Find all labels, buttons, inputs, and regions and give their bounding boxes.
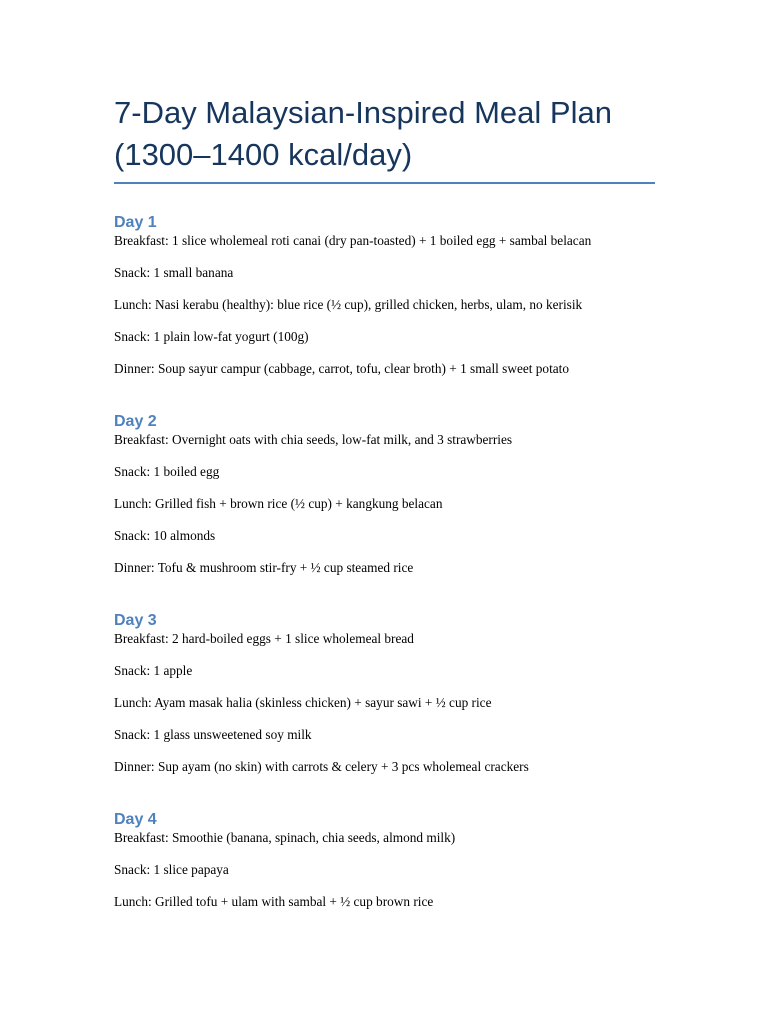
meal-item: Snack: 1 boiled egg: [114, 464, 220, 479]
day-heading: Day 3: [114, 612, 157, 629]
day-section-1: [114, 213, 655, 377]
day-section-3: [114, 611, 655, 775]
meal-item: Snack: 1 slice papaya: [114, 862, 229, 877]
meal-item: Snack: 1 plain low-fat yogurt (100g): [114, 329, 309, 344]
meal-item: Lunch: Ayam masak halia (skinless chicken) + sayur sawi + ½ cup rice: [114, 695, 492, 710]
meal-item: Lunch: Nasi kerabu (healthy): blue rice (½ cup), grilled chicken, herbs, ulam, no kerisik: [114, 297, 583, 312]
meal-item: Dinner: Sup ayam (no skin) with carrots & celery + 3 pcs wholemeal crackers: [114, 759, 529, 774]
meal-item: Snack: 1 apple: [114, 663, 193, 678]
meal-item: Breakfast: Overnight oats with chia seeds, low-fat milk, and 3 strawberries: [114, 432, 513, 447]
day-heading: Day 4: [114, 811, 157, 828]
meal-item: Lunch: Grilled tofu + ulam with sambal + ½ cup brown rice: [114, 894, 434, 909]
day-heading: Day 1: [114, 214, 157, 231]
title-line-2: (1300–1400 kcal/day): [114, 137, 413, 172]
day-section-2: [114, 412, 655, 576]
meal-item: Dinner: Soup sayur campur (cabbage, carrot, tofu, clear broth) + 1 small sweet potato: [114, 361, 570, 376]
document-page: [114, 92, 655, 910]
title-line-1: 7-Day Malaysian-Inspired Meal Plan: [114, 95, 612, 130]
meal-item: Breakfast: 2 hard-boiled eggs + 1 slice wholemeal bread: [114, 631, 414, 646]
meal-item: Lunch: Grilled fish + brown rice (½ cup) + kangkung belacan: [114, 496, 443, 511]
title-underline: [114, 182, 655, 184]
meal-item: Snack: 1 glass unsweetened soy milk: [114, 727, 312, 742]
document-title: [114, 92, 655, 176]
meal-item: Snack: 1 small banana: [114, 265, 234, 280]
meal-list: [114, 432, 655, 576]
meal-item: Breakfast: 1 slice wholemeal roti canai (dry pan-toasted) + 1 boiled egg + sambal belacan: [114, 233, 592, 248]
meal-item: Dinner: Tofu & mushroom stir-fry + ½ cup steamed rice: [114, 560, 414, 575]
day-list: [114, 213, 655, 910]
meal-list: [114, 631, 655, 775]
meal-item: Breakfast: Smoothie (banana, spinach, chia seeds, almond milk): [114, 830, 456, 845]
meal-item: Snack: 10 almonds: [114, 528, 216, 543]
meal-list: [114, 830, 655, 910]
meal-list: [114, 233, 655, 377]
day-section-4: [114, 810, 655, 910]
day-heading: Day 2: [114, 413, 157, 430]
